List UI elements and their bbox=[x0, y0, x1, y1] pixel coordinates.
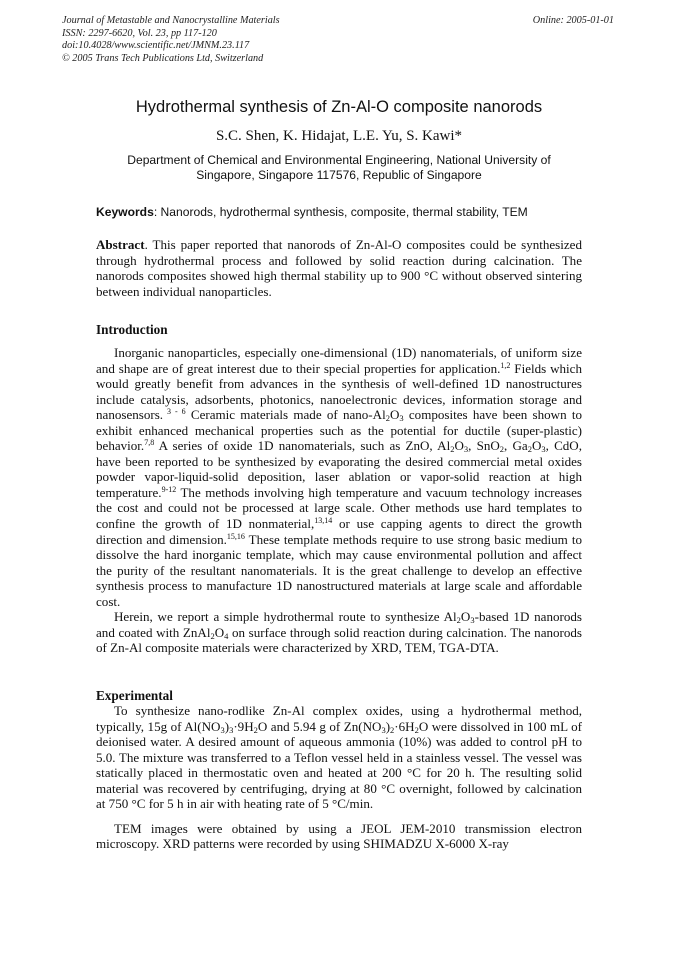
issn-line: ISSN: 2297-6620, Vol. 23, pp 117-120 bbox=[62, 27, 217, 39]
experimental-heading: Experimental bbox=[96, 688, 173, 703]
journal-header bbox=[62, 15, 614, 65]
experimental-paragraph-2: TEM images were obtained by using a JEOL JEM-2010 transmission electron microscopy. XRD patterns were recorded by using SHIMADZU X-6000 X-ray bbox=[96, 820, 582, 852]
citation: 3 - 6 bbox=[163, 407, 186, 417]
experimental-body bbox=[96, 703, 582, 852]
introduction-body bbox=[96, 345, 582, 656]
author-list: S.C. Shen, K. Hidajat, L.E. Yu, S. Kawi* bbox=[215, 128, 463, 144]
intro-paragraph-1: Inorganic nanoparticles, especially one-dimensional (1D) nanomaterials, of uniform size and shape are of great interest due to their special properties for application.$^{1,2}$ Fields which would greatly benefit from advances in the synthesis of well-defined 1D nanostructures include catalysis, adsorbents, photonics, nanoelectronic devices, information storage and nanosensors. $^{3 - 6}$ Ceramic materials made of nano-$Al_2O_3$ composites have been shown to exhibit enhanced mechanical properties such as the potential for ductile (super-plastic) behavior.$^{7,8}$ A series of oxide 1D nanomaterials, such as ZnO, $Al_2O_3$, SnO$_2$, $Ga_2O_3$, CdO, have been reported to be synthesized by evaporating the desired commercial metal oxides powder vapor-liquid-solid deposition, laser ablation or vapor-solid reaction at high temperature.$^{9-12}$ The methods involving high temperature and vacuum technology increases the cost and could not be processed at large scale. Other methods use hard templates to confine the growth of 1D nonmaterial,$^{13,14}$ or use capping agents to direct the growth direction and dimension.$^{15,16}$ These template methods require to use strong basic medium to dissolve the hard inorganic template, which may cause environmental pollution and affect the purity of the resultant nanomaterials. It is the great challenge to develop an effective synthesis process to manufacture 1D nanostructured materials at large scale and affordable cost. bbox=[96, 345, 583, 609]
doi-line: doi:10.4028/www.scientific.net/JMNM.23.117 bbox=[62, 40, 250, 51]
intro-paragraph-2: Herein, we report a simple hydrothermal route to synthesize $Al_2O_3$-based 1D nanorods and coated with $ZnAl_2O_4$ on surface through solid reaction during calcination. The nanorods of Zn-Al composite materials were characterized by XRD, TEM, TGA-DTA. bbox=[96, 609, 582, 656]
citation: 9-12 bbox=[161, 484, 177, 494]
abstract-text: . This paper reported that nanorods of Zn-Al-O composites could be synthesized through hydrothermal process and followed by solid reaction during calcination. The nanorods composites showed high thermal stability up to 900 °C without observed sintering between individual nanoparticles. bbox=[96, 237, 582, 299]
affiliation bbox=[100, 153, 578, 183]
online-date: Online: 2005-01-01 bbox=[532, 15, 614, 26]
citation: 15,16 bbox=[226, 531, 245, 541]
keywords-text: : Nanorods, hydrothermal synthesis, composite, thermal stability, TEM bbox=[153, 205, 528, 219]
keywords bbox=[96, 205, 586, 219]
keywords-label: Keywords bbox=[96, 205, 154, 219]
experimental-paragraph-1: To synthesize nano-rodlike Zn-Al complex oxides, using a hydrothermal method, typically, 15g of $Al(NO_3)_3\cdot 9H_2O$ and 5.94 g of $Zn(NO_3)_2\cdot 6H_2O$ were dissolved in 100 mL of deionised water. A desired amount of aqueous ammonia (10%) was added to control pH to 5.0. The mixture was transferred to a Teflon vessel held in a stainless vessel. The vessel was statically placed in thermostatic oven and heated at 200 °C for 20 h. The resulting solid material was recovered by centrifuging, drying at 80 °C overnight, followed by calcination at 750 °C for 5 h in air with heating rate of 5 °C/min. bbox=[96, 703, 582, 812]
journal-name: Journal of Metastable and Nanocrystalline Materials bbox=[62, 15, 280, 26]
affiliation-line: Singapore, Singapore 117576, Republic of Singapore bbox=[196, 168, 482, 182]
citation: 7,8 bbox=[144, 438, 155, 448]
citation: 1,2 bbox=[500, 360, 511, 370]
copyright-line: © 2005 Trans Tech Publications Ltd, Switzerland bbox=[62, 52, 264, 64]
paper-title: Hydrothermal synthesis of Zn-Al-O composite nanorods bbox=[135, 98, 543, 116]
citation: 13,14 bbox=[314, 516, 333, 526]
affiliation-line: Department of Chemical and Environmental Engineering, National University of bbox=[127, 153, 551, 167]
abstract-label: Abstract bbox=[96, 237, 145, 252]
introduction-heading: Introduction bbox=[96, 322, 168, 337]
abstract bbox=[96, 237, 582, 299]
